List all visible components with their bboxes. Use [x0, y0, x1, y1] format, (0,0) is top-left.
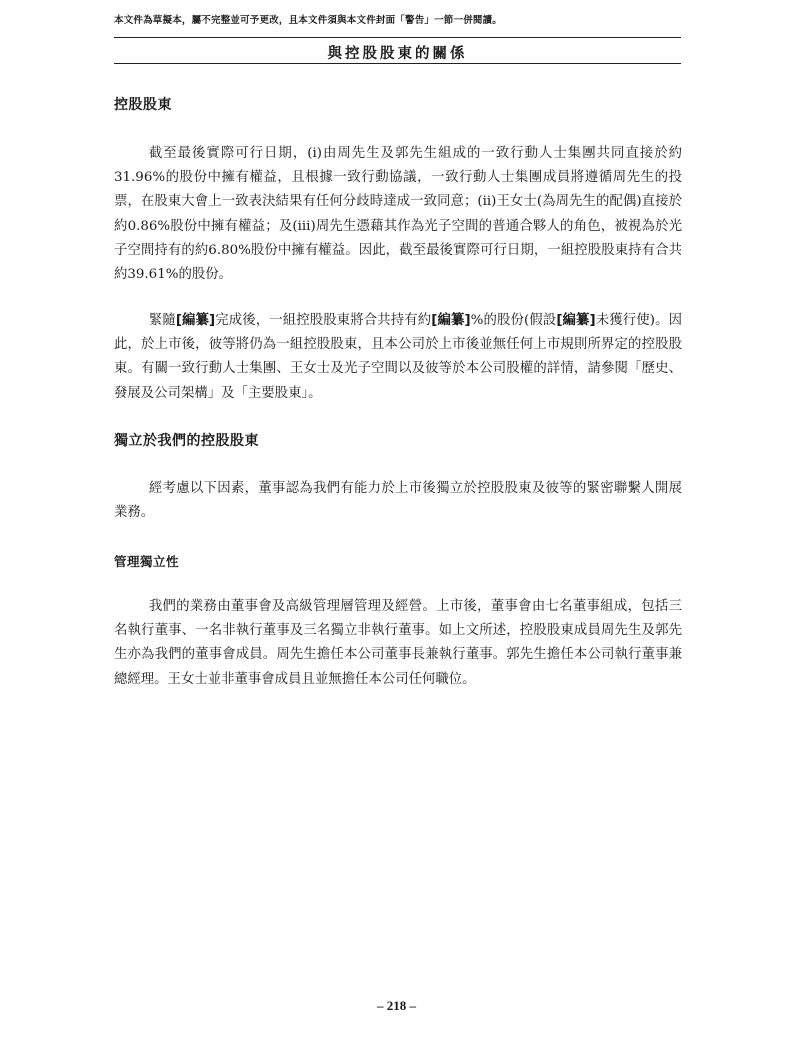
text-run: 未獲行使)。因此，於上市後，彼等將仍為一組控股股東，且本公司於上市後並無任何上市規則所界定的控股股東。有關一致行動人士集團、王女士及光子空間以及彼等於本公司股權的詳情，請參閱「歷史、發展及公司架構」及「主要股東」。 — [114, 313, 683, 401]
redacted-tag: [編纂] — [175, 313, 216, 328]
page-number: – 218 – — [377, 998, 416, 1013]
subsection-heading-management-independence: 管理獨立性 — [114, 554, 180, 569]
draft-disclaimer: 本文件為草擬本，屬不完整並可予更改，且本文件須與本文件封面「警告」一節一併閱讀。 — [114, 15, 503, 26]
header-rule-bottom — [114, 63, 681, 64]
text-run: 緊隨 — [148, 313, 176, 328]
paragraph-post-listing-shareholding — [114, 309, 682, 406]
text-run: %的股份(假設 — [470, 313, 557, 328]
header-rule-top — [114, 37, 681, 38]
paragraph-controlling-shareholding: 截至最後實際可行日期，(i)由周先生及郭先生組成的一致行動人士集團共同直接於約31.96%的股份中擁有權益，且根據一致行動協議，一致行動人士集團成員將遵循周先生的投票，在股東大會上一致表決結果有任何分歧時達成一致同意；(ii)王女士(為周先生的配偶)直接於約0.86%股份中擁有權益；及(iii)周先生憑藉其作為光子空間的普通合夥人的角色，被視為於光子空間持有的約6.80%股份中擁有權益。因此，截至最後實際可行日期，一組控股股東持有合共約39.61%的股份。 — [114, 146, 682, 283]
section-heading-controlling-shareholders: 控股股東 — [114, 97, 172, 113]
text-run: 完成後，一組控股股東將合共持有約 — [215, 313, 432, 328]
redacted-tag: [編纂] — [431, 313, 471, 328]
redacted-tag: [編纂] — [556, 313, 596, 328]
chapter-title: 與控股股東的關係 — [327, 46, 468, 62]
section-heading-independence: 獨立於我們的控股股東 — [114, 433, 259, 449]
paragraph-management-independence: 我們的業務由董事會及高級管理層管理及經營。上市後，董事會由七名董事組成，包括三名執行董事、一名非執行董事及三名獨立非執行董事。如上文所述，控股股東成員周先生及郭先生亦為我們的董事會成員。周先生擔任本公司董事長兼執行董事。郭先生擔任本公司執行董事兼總經理。王女士並非董事會成員且並無擔任本公司任何職位。 — [114, 599, 682, 687]
paragraph-independence-intro: 經考慮以下因素，董事認為我們有能力於上市後獨立於控股股東及彼等的緊密聯繫人開展業務。 — [114, 481, 682, 521]
